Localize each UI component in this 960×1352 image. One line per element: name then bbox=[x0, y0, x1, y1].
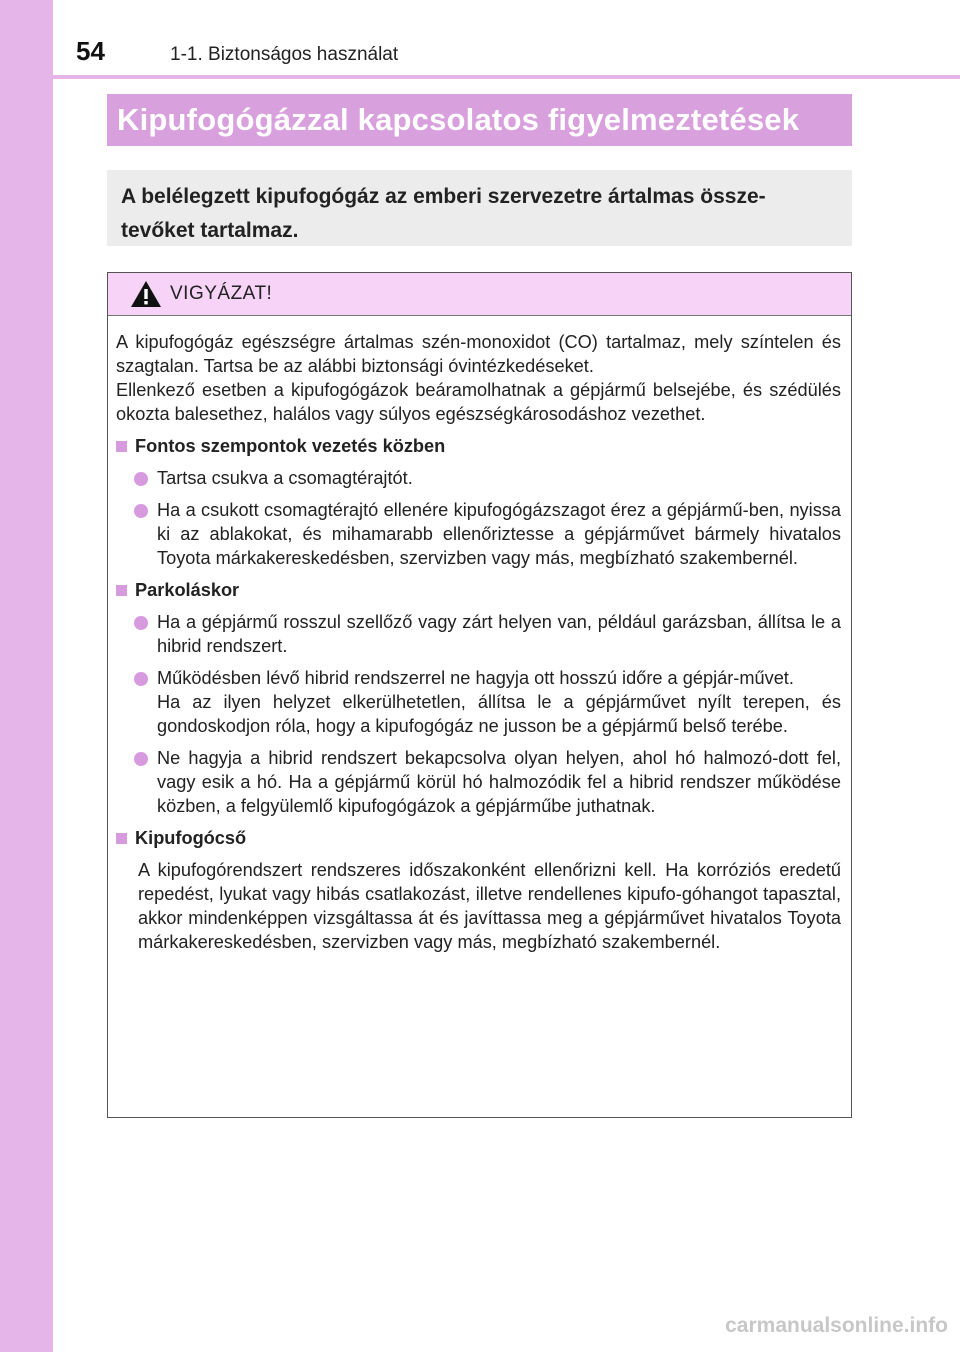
subheading-driving bbox=[116, 434, 841, 458]
dot-bullet-icon bbox=[134, 616, 148, 630]
warning-label: VIGYÁZAT! bbox=[170, 283, 273, 304]
list-item-text-part-2: Ha az ilyen helyzet elkerülhetetlen, állítsa le a gépjárművet nyílt terepen, és gondoskodjon róla, hogy a kipufogógáz ne jusson be a gépjármű belső terébe. bbox=[157, 692, 841, 736]
dot-bullet-icon bbox=[134, 672, 148, 686]
warning-intro-paragraph-2: Ellenkező esetben a kipufogógázok beáramolhatnak a gépjármű belsejébe, és szédülés okozta balesethez, halálos vagy súlyos egészségkárosodáshoz vezethet. bbox=[116, 380, 841, 424]
dot-bullet-icon bbox=[134, 504, 148, 518]
square-bullet-icon bbox=[116, 441, 127, 452]
exhaust-pipe-paragraph: A kipufogórendszert rendszeres időszakonként ellenőrizni kell. Ha korróziós eredetű repedést, lyukat vagy hibás csatlakozást, illetve rendellenes kipufo-góhangot tapasztal, akkor mindenképpen vizsgáltassa át és javíttassa meg a gépjárművet hivatalos Toyota márkakereskedésben, szervizben vagy más, megbízható szakembernél. bbox=[138, 860, 841, 952]
list-item bbox=[116, 498, 841, 570]
warning-body bbox=[108, 316, 851, 954]
list-item-text: Tartsa csukva a csomagtérajtót. bbox=[157, 468, 413, 488]
subheading-parking bbox=[116, 578, 841, 602]
list-item-text: Ha a gépjármű rosszul szellőző vagy zárt helyen van, például garázsban, állítsa le a hibrid rendszert. bbox=[157, 612, 841, 656]
dot-bullet-icon bbox=[134, 752, 148, 766]
square-bullet-icon bbox=[116, 833, 127, 844]
watermark: carmanualsonline.info bbox=[725, 1314, 948, 1337]
chapter-title: 1-1. Biztonságos használat bbox=[170, 44, 399, 65]
subheading-exhaust-pipe-text: Kipufogócső bbox=[135, 828, 247, 848]
header-rule bbox=[53, 75, 960, 79]
square-bullet-icon bbox=[116, 585, 127, 596]
section-title: Kipufogógázzal kapcsolatos figyelmeztetések bbox=[117, 102, 800, 137]
section-banner bbox=[107, 94, 852, 146]
list-item-text: Ha a csukott csomagtérajtó ellenére kipufogógázszagot érez a gépjármű-ben, nyissa ki az ablakokat, és mihamarabb ellenőriztesse a gépjárművet bármely hivatalos Toyota márkakereskedésben, szervizben vagy más, megbízható szakembernél. bbox=[157, 500, 841, 568]
warning-header bbox=[108, 273, 851, 316]
list-item bbox=[116, 610, 841, 658]
intro-box bbox=[107, 170, 852, 246]
list-item-text: Ne hagyja a hibrid rendszert bekapcsolva olyan helyen, ahol hó halmozó-dott fel, vagy esik a hó. Ha a gépjármű körül hó halmozódik fel a hibrid rendszer működése közben, a felgyülemlő kipufogógázok a gépjárműbe juthatnak. bbox=[157, 748, 841, 816]
warning-box bbox=[107, 272, 852, 1118]
page-number: 54 bbox=[76, 36, 105, 66]
dot-bullet-icon bbox=[134, 472, 148, 486]
subheading-driving-text: Fontos szempontok vezetés közben bbox=[135, 436, 446, 456]
intro-line-1: A belélegzett kipufogógáz az emberi szervezetre ártalmas össze- bbox=[121, 185, 766, 208]
list-item bbox=[116, 466, 841, 490]
intro-line-2: tevőket tartalmaz. bbox=[121, 219, 299, 242]
list-item bbox=[116, 746, 841, 818]
list-item-text bbox=[157, 666, 841, 738]
list-item-text-part-1: Működésben lévő hibrid rendszerrel ne hagyja ott hosszú időre a gépjár-művet. bbox=[157, 668, 794, 688]
side-color-strip bbox=[0, 0, 53, 1352]
list-item bbox=[116, 666, 841, 738]
subheading-parking-text: Parkoláskor bbox=[135, 580, 240, 600]
warning-triangle-icon bbox=[130, 280, 162, 308]
subheading-exhaust-pipe bbox=[116, 826, 841, 850]
warning-intro-paragraph-1: A kipufogógáz egészségre ártalmas szén-monoxidot (CO) tartalmaz, mely színtelen és szagtalan. Tartsa be az alábbi biztonsági óvintézkedéseket. bbox=[116, 332, 841, 376]
